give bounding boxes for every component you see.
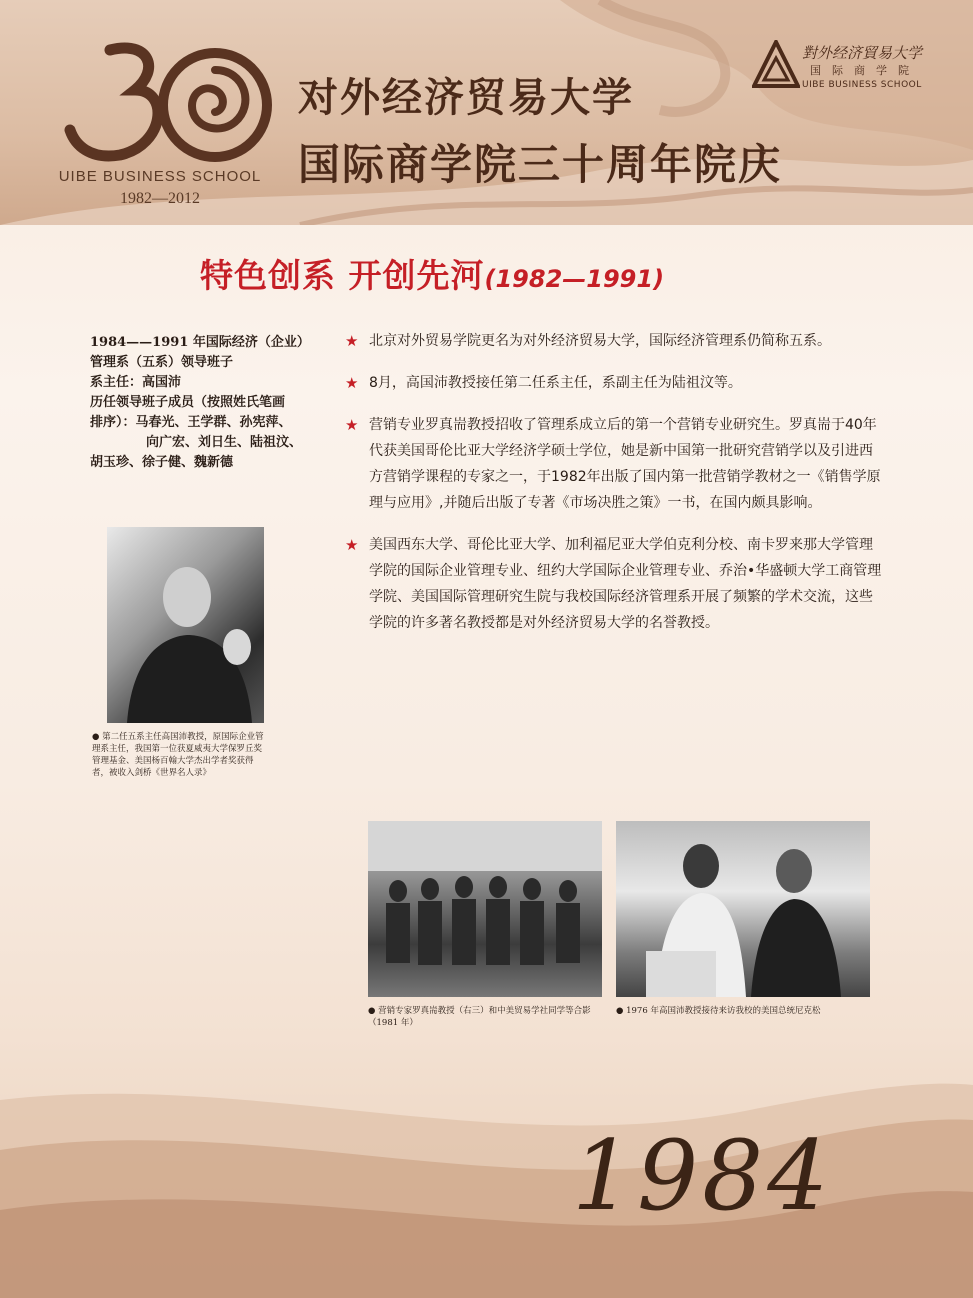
page-title-line2: 国际商学院三十周年院庆 [298, 140, 783, 189]
star-icon: ★ [345, 374, 359, 392]
star-icon: ★ [345, 332, 359, 350]
leadership-members-4: 胡玉珍、徐子健、魏新德 [90, 455, 234, 470]
nixon-visit-caption: ● 1976 年高国沛教授接待来访我校的美国总统尼克松 [616, 1006, 821, 1016]
portrait-caption: ● 第二任五系主任高国沛教授，原国际企业管理系主任，我国第一位获夏威夷大学保罗丘奖管理基金、美国杨百翰大学杰出学者奖获得者，被收入剑桥《世界名人录》 [92, 732, 264, 778]
group-photo-caption: ● 营销专家罗真耑教授（右三）和中美贸易学社同学等合影（1981 年） [368, 1006, 591, 1028]
logo-years: 1982—2012 [120, 190, 200, 207]
portrait-photo [107, 527, 264, 723]
leadership-line2: 管理系（五系）领导班子 [90, 355, 234, 370]
leadership-info [90, 333, 340, 473]
section-title-main: 特色创系 开创先河 [200, 256, 485, 295]
group-photo [368, 821, 602, 997]
section-title [200, 250, 800, 297]
bullet-list [345, 328, 885, 652]
school-logo-cn2: 国际商学院 [810, 64, 920, 77]
list-item [345, 370, 885, 396]
list-item [345, 532, 885, 636]
school-logo-en: UIBE BUSINESS SCHOOL [802, 80, 922, 90]
leadership-director: 系主任：高国沛 [90, 375, 182, 390]
bullet-text: 北京对外贸易学院更名为对外经济贸易大学，国际经济管理系仍简称五系。 [369, 333, 831, 349]
school-emblem-icon [752, 40, 800, 90]
list-item [345, 328, 885, 354]
group-photo-figures [368, 821, 602, 997]
school-logo [752, 40, 942, 100]
section-title-years: (1982—1991) [484, 265, 665, 293]
leadership-members-1: 历任领导班子成员（按照姓氏笔画 [90, 395, 286, 410]
leadership-members-2: 排序）：马春光、王学群、孙宪萍、 [90, 415, 292, 430]
bullet-text: 8月，高国沛教授接任第二任系主任，系副主任为陆祖汶等。 [369, 375, 742, 391]
list-item [345, 412, 885, 516]
logo-subtitle: UIBE BUSINESS SCHOOL [58, 168, 262, 185]
portrait-silhouette [107, 527, 264, 723]
footer-year: 1984 [572, 1120, 833, 1232]
page-title-line1: 对外经济贸易大学 [298, 74, 634, 121]
star-icon: ★ [345, 536, 359, 554]
leadership-members-3: 向广宏、刘日生、陆祖汶、 [146, 435, 303, 450]
leadership-line1: 1984——1991 年国际经济（企业） [90, 335, 310, 350]
bullet-text: 美国西东大学、哥伦比亚大学、加利福尼亚大学伯克利分校、南卡罗来那大学管理学院的国际企业管理专业、纽约大学国际企业管理专业、乔治•华盛顿大学工商管理学院、美国国际管理研究生院与我校国际经济管理系开展了频繁的学术交流，这些学院的许多著名教授都是对外经济贸易大学的名誉教授。 [369, 537, 882, 631]
star-icon: ★ [345, 416, 359, 434]
nixon-visit-figures [616, 821, 870, 997]
nixon-visit-photo [616, 821, 870, 997]
school-logo-cn: 對外经济貿易大学 [802, 44, 923, 62]
bullet-text: 营销专业罗真耑教授招收了管理系成立后的第一个营销专业研究生。罗真耑于40年代获美国哥伦比亚大学经济学硕士学位，她是新中国第一批研究营销学以及引进西方营销学课程的专家之一，于1982年出版了国内第一批营销学教材之一《销售学原理与应用》,并随后出版了专著《市场决胜之策》一书，在国内颇具影响。 [369, 417, 881, 511]
